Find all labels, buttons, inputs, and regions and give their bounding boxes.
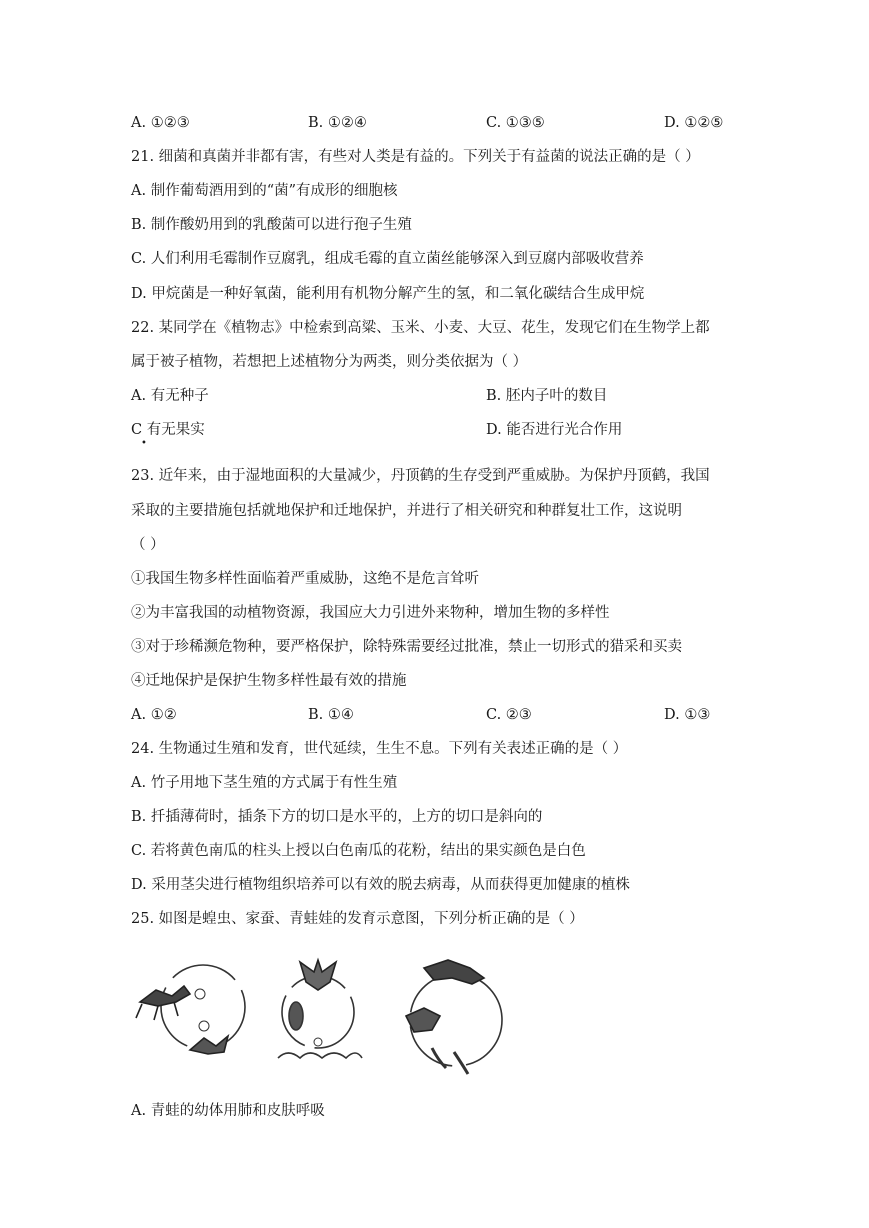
q20-option-c: C. ①③⑤ (486, 115, 545, 131)
stray-dot: • (141, 438, 147, 449)
q23-statement-3: ③对于珍稀濒危物种，要严格保护，除特殊需要经过批准，禁止一切形式的猎采和买卖 (131, 639, 682, 655)
q23-stem-line3: （ ） (131, 537, 165, 553)
q23-stem-line1: 23. 近年来，由于湿地面积的大量减少，丹顶鹤的生存受到严重威胁。为保护丹顶鹤，我国 (131, 468, 710, 484)
q24-option-c: C. 若将黄色南瓜的柱头上授以白色南瓜的花粉，结出的果实颜色是白色 (131, 843, 586, 859)
q22-option-a: A. 有无种子 (131, 388, 209, 404)
q24-option-d: D. 采用茎尖进行植物组织培养可以有效的脱去病毒，从而获得更加健康的植株 (131, 877, 630, 893)
q24-option-a: A. 竹子用地下茎生殖的方式属于有性生殖 (131, 775, 398, 791)
q22-option-d: D. 能否进行光合作用 (486, 422, 623, 438)
q23-option-a: A. ①② (131, 707, 177, 723)
q23-stem-line2: 采取的主要措施包括就地保护和迁地保护，并进行了相关研究和种群复壮工作，这说明 (131, 503, 682, 519)
silkworm-cycle (278, 960, 362, 1058)
q21-option-c: C. 人们利用毛霉制作豆腐乳，组成毛霉的直立菌丝能够深入到豆腐内部吸收营养 (131, 251, 644, 267)
q24-option-b: B. 扦插薄荷时，插条下方的切口是水平的，上方的切口是斜向的 (131, 809, 543, 825)
q20-option-d: D. ①②⑤ (664, 115, 724, 131)
q23-statement-4: ④迁地保护是保护生物多样性最有效的措施 (131, 673, 407, 689)
q22-stem-line2: 属于被子植物，若想把上述植物分为两类，则分类依据为（ ） (131, 354, 528, 370)
q21-option-b: B. 制作酸奶用到的乳酸菌可以进行孢子生殖 (131, 217, 412, 233)
development-diagram (128, 950, 528, 1080)
q23-statement-2: ②为丰富我国的动植物资源，我国应大力引进外来物种，增加生物的多样性 (131, 605, 610, 621)
q25-stem: 25. 如图是蝗虫、家蚕、青蛙娃的发育示意图，下列分析正确的是（ ） (131, 911, 584, 927)
q20-option-a: A. ①②③ (131, 115, 190, 131)
q25-option-a: A. 青蛙的幼体用肺和皮肤呼吸 (131, 1103, 325, 1119)
q21-stem: 21. 细菌和真菌并非都有害，有些对人类是有益的。下列关于有益菌的说法正确的是（ ） (131, 149, 700, 165)
q23-option-c: C. ②③ (486, 707, 532, 723)
q22-option-b: B. 胚内子叶的数目 (486, 388, 608, 404)
frog-cycle (406, 960, 502, 1074)
q21-option-d: D. 甲烷菌是一种好氧菌，能利用有机物分解产生的氢，和二氧化碳结合生成甲烷 (131, 286, 645, 302)
q20-option-b: B. ①②④ (308, 115, 367, 131)
q23-option-b: B. ①④ (308, 707, 354, 723)
locust-cycle (136, 965, 245, 1054)
q23-statement-1: ①我国生物多样性面临着严重威胁，这绝不是危言耸听 (131, 571, 479, 587)
q23-option-d: D. ①③ (664, 707, 711, 723)
q21-option-a: A. 制作葡萄酒用到的“菌”有成形的细胞核 (131, 183, 398, 199)
q24-stem: 24. 生物通过生殖和发育，世代延续，生生不息。下列有关表述正确的是（ ） (131, 741, 628, 757)
q22-option-c: C 有无果实 (131, 422, 205, 438)
q22-stem-line1: 22. 某同学在《植物志》中检索到高粱、玉米、小麦、大豆、花生，发现它们在生物学上都 (131, 320, 710, 336)
